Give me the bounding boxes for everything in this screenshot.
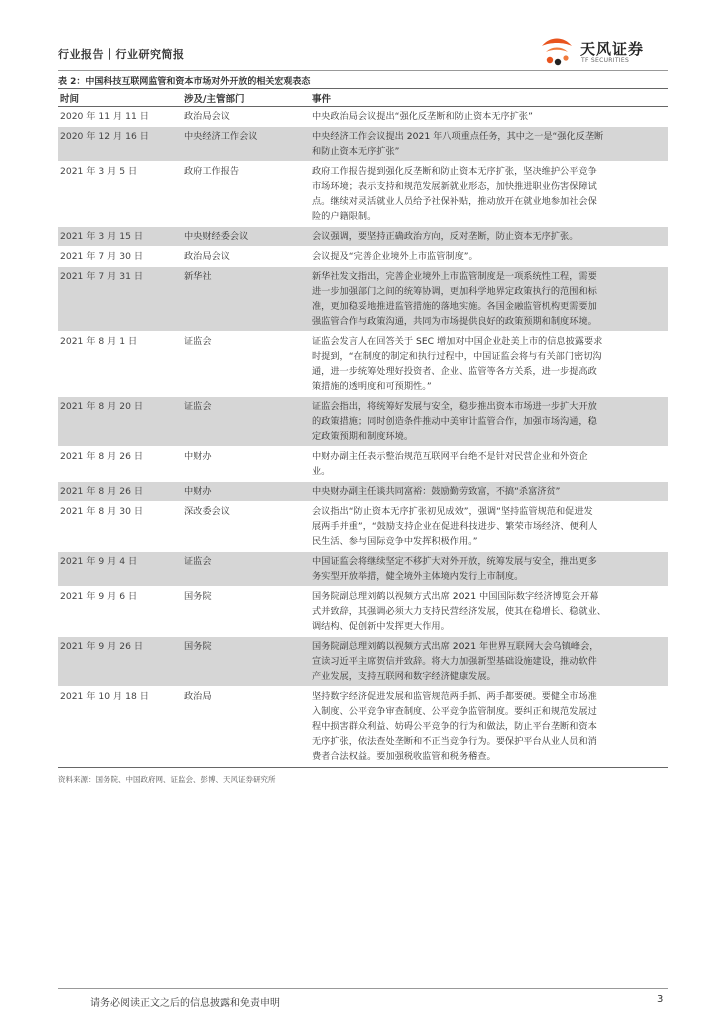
row-dept: 国务院	[184, 641, 212, 652]
row-event: 会议提及“完善企业境外上市监管制度”。	[312, 251, 478, 262]
row-dept: 政治局会议	[184, 111, 230, 122]
row-date: 2021 年 9 月 4 日	[60, 556, 138, 567]
row-dept: 中央财经委会议	[184, 231, 249, 242]
table-row	[58, 247, 668, 267]
logo-en-text: TF SECURITIES	[581, 57, 630, 64]
table-row	[58, 397, 668, 447]
table-row	[58, 637, 668, 687]
row-event: 中央财办副主任谈共同富裕：鼓励勤劳致富，不搞“杀富济贫”	[312, 486, 561, 497]
row-dept: 证监会	[184, 336, 212, 347]
row-date: 2021 年 3 月 15 日	[60, 231, 144, 242]
row-event: 政府工作报告提到强化反垄断和防止资本无序扩张，坚决维护公平竞争 市场环境；表示支持和规范发展新就业形态，加快推进职业伤害保障试 点。继续对灵活就业人员给予社保补贴，推动放开在就业地参加社会保 险的户籍限制。	[312, 166, 597, 222]
company-logo	[538, 38, 668, 68]
row-event: 会议指出“防止资本无序扩张初见成效”，强调“坚持监管规范和促进发 展两手并重”，“鼓励支持企业在促进科技进步、繁荣市场经济、便利人 民生活、参与国际竞争中发挥积极作用。”	[312, 506, 598, 547]
table-row	[58, 502, 668, 552]
row-dept: 中财办	[184, 486, 212, 497]
row-event: 证监会发言人在回答关于 SEC 增加对中国企业赴美上市的信息披露要求 时提到，“在制度的制定和执行过程中，中国证监会将与有关部门密切沟 通，进一步统筹处理好投资者、企业、监管等各方关系，进一步提高政 策措施的透明度和可预期性。”	[312, 336, 603, 392]
row-dept: 中央经济工作会议	[184, 131, 258, 142]
row-dept: 政府工作报告	[184, 166, 240, 177]
table-row	[58, 687, 668, 767]
row-dept: 政治局	[184, 691, 212, 702]
row-date: 2021 年 8 月 26 日	[60, 486, 144, 497]
row-event: 中国证监会将继续坚定不移扩大对外开放，统筹发展与安全，推出更多 务实型开放举措，健全境外主体境内发行上市制度。	[312, 556, 597, 582]
table-body	[58, 107, 668, 767]
row-event: 新华社发文指出，完善企业境外上市监管制度是一项系统性工程，需要 进一步加强部门之间的统筹协调，更加科学地界定政策执行的范围和标 准，更加稳妥地推进监管措施的落地实施。各国金融监管机构更需要加 强监管合作与政策沟通，共同为市场提供良好的政策预期和制度环境。	[312, 271, 597, 327]
row-dept: 政治局会议	[184, 251, 230, 262]
header-dept: 涉及/主管部门	[184, 94, 245, 105]
table-row	[58, 267, 668, 332]
row-date: 2021 年 10 月 18 日	[60, 691, 149, 702]
row-dept: 证监会	[184, 401, 212, 412]
logo-cn-text: 天风证券	[580, 40, 645, 58]
row-date: 2021 年 9 月 26 日	[60, 641, 144, 652]
row-event: 国务院副总理刘鹤以视频方式出席 2021 中国国际数字经济博览会开幕 式并致辞，其强调必须大力支持民营经济发展，使其在稳增长、稳就业、 调结构、促创新中发挥更大作用。	[312, 591, 606, 632]
row-dept: 深改委会议	[184, 506, 230, 517]
table-row	[58, 447, 668, 482]
table-bottom-rule	[58, 767, 668, 768]
row-event: 国务院副总理刘鹤以视频方式出席 2021 年世界互联网大会乌镇峰会， 宣读习近平主席贺信并致辞。将大力加强新型基础设施建设，推动软件 产业发展，支持互联网和数字经济健康发展。	[312, 641, 599, 682]
page-number: 3	[657, 994, 664, 1005]
row-dept: 新华社	[184, 271, 212, 282]
row-dept: 中财办	[184, 451, 212, 462]
report-type: 行业报告｜行业研究简报	[58, 48, 185, 61]
table-row	[58, 587, 668, 637]
disclaimer-text: 请务必阅读正文之后的信息披露和免责申明	[90, 998, 280, 1009]
row-event: 证监会指出，将统筹好发展与安全，稳步推出资本市场进一步扩大开放 的政策措施；同时创造条件推动中美审计监管合作，加强市场沟通，稳 定政策预期和制度环境。	[312, 401, 597, 442]
row-dept: 国务院	[184, 591, 212, 602]
policy-table	[58, 88, 668, 768]
row-date: 2021 年 7 月 31 日	[60, 271, 144, 282]
row-date: 2021 年 3 月 5 日	[60, 166, 138, 177]
table-row	[58, 552, 668, 587]
page-header	[58, 38, 668, 68]
row-event: 中央经济工作会议提出 2021 年八项重点任务，其中之一是“强化反垄断 和防止资本无序扩张”	[312, 131, 604, 157]
source-note: 资料来源：国务院、中国政府网、证监会、彭博、天风证券研究所	[58, 775, 276, 784]
row-date: 2021 年 8 月 26 日	[60, 451, 144, 462]
logo-mark-icon	[538, 38, 576, 68]
row-event: 中财办副主任表示整治规范互联网平台绝不是针对民营企业和外资企 业。	[312, 451, 588, 477]
table-row	[58, 127, 668, 162]
table-row	[58, 332, 668, 397]
row-date: 2021 年 8 月 30 日	[60, 506, 144, 517]
table-header-row	[58, 88, 668, 107]
row-event: 坚持数字经济促进发展和监管规范两手抓、两手都要硬。要健全市场准 入制度、公平竞争审查制度、公平竞争监管制度。要纠正和规范发展过 程中损害群众利益、妨碍公平竞争的行为和做法，防止平台垄断和资本 无序扩张，依法查处垄断和不正当竞争行为。要保护平台从业人员和消 费者合法权益。要加强税收监管和税务稽查。	[312, 691, 597, 762]
row-date: 2021 年 9 月 6 日	[60, 591, 138, 602]
header-event: 事件	[312, 94, 332, 105]
row-date: 2021 年 8 月 1 日	[60, 336, 138, 347]
row-event: 中央政治局会议提出“强化反垄断和防止资本无序扩张”	[312, 111, 533, 122]
row-date: 2020 年 11 月 11 日	[60, 111, 149, 122]
row-date: 2020 年 12 月 16 日	[60, 131, 149, 142]
row-dept: 证监会	[184, 556, 212, 567]
table-row	[58, 162, 668, 227]
table-row	[58, 107, 668, 127]
row-date: 2021 年 7 月 30 日	[60, 251, 144, 262]
table-row	[58, 227, 668, 247]
table-row	[58, 482, 668, 502]
row-event: 会议强调，要坚持正确政治方向，反对垄断，防止资本无序扩张。	[312, 231, 579, 242]
table-caption: 表 2：中国科技互联网监管和资本市场对外开放的相关宏观表态	[58, 77, 311, 87]
header-divider	[58, 70, 668, 71]
header-date: 时间	[60, 94, 80, 105]
footer-divider	[58, 988, 668, 989]
row-date: 2021 年 8 月 20 日	[60, 401, 144, 412]
